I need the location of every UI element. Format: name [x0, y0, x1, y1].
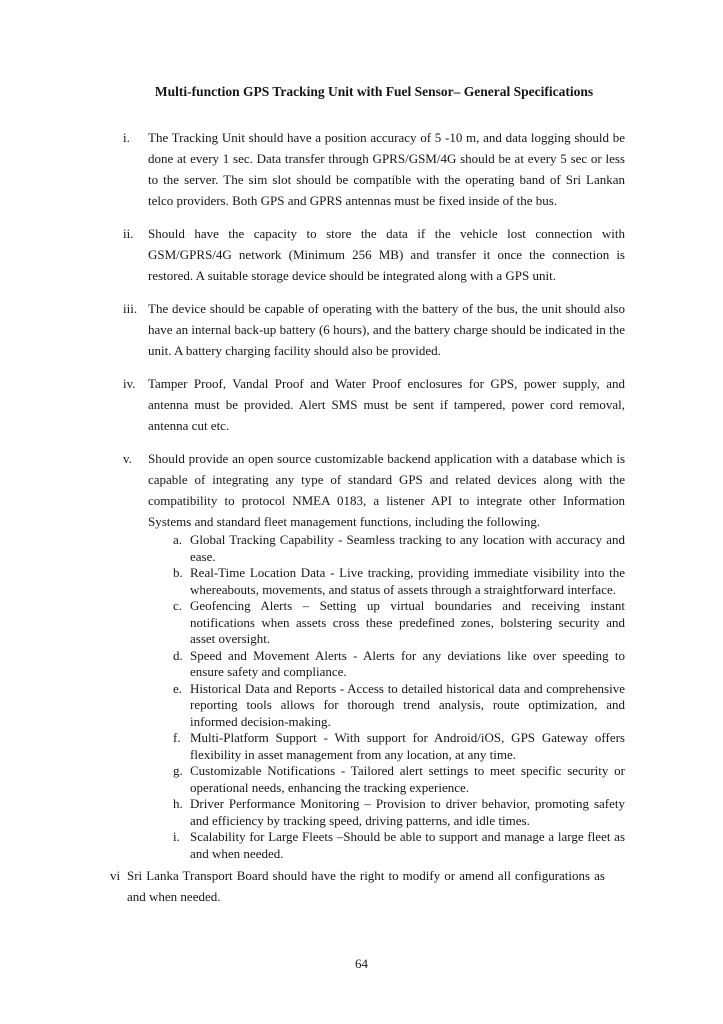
list-item-vi [110, 865, 625, 907]
document-body [110, 84, 625, 907]
sublist-item-g [173, 763, 625, 796]
list-marker-v: v. [123, 451, 132, 466]
sublist-item-d [173, 648, 625, 681]
sublist-item-h-text: Driver Performance Monitoring – Provision to driver behavior, promoting safety and efficiency by tracking speed, driving patterns, and idle times. [190, 796, 625, 828]
list-item-iii-text: The device should be capable of operating with the battery of the bus, the unit should also have an internal back-up battery (6 hours), and the battery charge should be indicated in the unit. A battery charging facility should also be provided. [148, 301, 625, 358]
sublist-item-f-text: Multi-Platform Support - With support for Android/iOS, GPS Gateway offers flexibility in asset management from any location, at any time. [190, 730, 625, 762]
page-title: Multi-function GPS Tracking Unit with Fuel Sensor– General Specifications [154, 84, 594, 99]
sublist-item-c-text: Geofencing Alerts – Setting up virtual boundaries and receiving instant notifications when assets cross these predefined zones, bolstering security and asset oversight. [190, 598, 625, 646]
list-item-iv [123, 373, 625, 436]
list-item-iii [123, 298, 625, 361]
sublist-marker-a: a. [173, 532, 183, 547]
list-marker-iii: iii. [123, 301, 138, 316]
list-item-i-text: The Tracking Unit should have a position accuracy of 5 -10 m, and data logging should be done at every 1 sec. Data transfer through GPRS/GSM/4G should be at every 5 sec or less to the server. The sim slot should be compatible with the operating band of Sri Lankan telco providers. Both GPS and GPRS antennas must be fixed inside of the bus. [148, 130, 625, 208]
list-item-ii-text: Should have the capacity to store the data if the vehicle lost connection with GSM/GPRS/4G network (Minimum 256 MB) and transfer it once the connection is restored. A suitable storage device should be integrated along with a GPS unit. [148, 226, 625, 283]
sublist-item-f [173, 730, 625, 763]
sublist-marker-g: g. [173, 763, 183, 778]
list-item-vi-text: Sri Lanka Transport Board should have the right to modify or amend all configurations as and when needed. [127, 868, 605, 904]
list-item-i [123, 127, 625, 211]
sublist-marker-d: d. [173, 647, 183, 663]
sublist-marker-e: e. [173, 680, 183, 696]
sublist-item-d-text: Speed and Movement Alerts - Alerts for any deviations like over speeding to ensure safety and compliance. [190, 647, 625, 679]
sublist-item-h [173, 796, 625, 829]
list-marker-i: i. [123, 130, 130, 145]
sublist-item-e [173, 681, 625, 731]
sublist-item-e-text: Historical Data and Reports - Access to detailed historical data and comprehensive reporting tools allows for thorough trend analysis, route optimization, and informed decision-making. [190, 680, 625, 729]
sublist-v [173, 532, 625, 862]
list-item-ii [123, 223, 625, 286]
list-item-v-text: Should provide an open source customizable backend application with a database which is capable of integrating any type of standard GPS and related devices along with the compatibility to protocol NMEA 0183, a listener API to integrate other Information Systems and standard fleet management functions, including the following. [148, 451, 625, 529]
list-item-v [123, 448, 625, 532]
list-marker-ii: ii. [123, 226, 134, 241]
sublist-item-g-text: Customizable Notifications - Tailored alert settings to meet specific security or operational needs, enhancing the tracking experience. [190, 763, 625, 795]
list-item-iv-text: Tamper Proof, Vandal Proof and Water Proof enclosures for GPS, power supply, and antenna must be provided. Alert SMS must be sent if tampered, power cord removal, antenna cut etc. [148, 376, 625, 433]
sublist-marker-i: i. [173, 829, 180, 844]
sublist-item-b-text: Real-Time Location Data - Live tracking, providing immediate visibility into the whereabouts, movements, and status of assets through a straightforward interface. [190, 565, 625, 597]
sublist-item-a [173, 532, 625, 565]
list-marker-vi: vi [110, 868, 121, 883]
sublist-marker-f: f. [173, 730, 181, 745]
sublist-item-b [173, 565, 625, 598]
sublist-marker-h: h. [173, 796, 183, 811]
sublist-marker-c: c. [173, 598, 183, 613]
page-number: 64 [355, 956, 368, 971]
sublist-item-c [173, 598, 625, 648]
sublist-item-i [173, 829, 625, 862]
sublist-item-a-text: Global Tracking Capability - Seamless tracking to any location with accuracy and ease. [190, 532, 625, 564]
sublist-marker-b: b. [173, 565, 183, 580]
list-marker-iv: iv. [123, 376, 136, 391]
sublist-item-i-text: Scalability for Large Fleets –Should be able to support and manage a large fleet as and when needed. [190, 829, 625, 861]
